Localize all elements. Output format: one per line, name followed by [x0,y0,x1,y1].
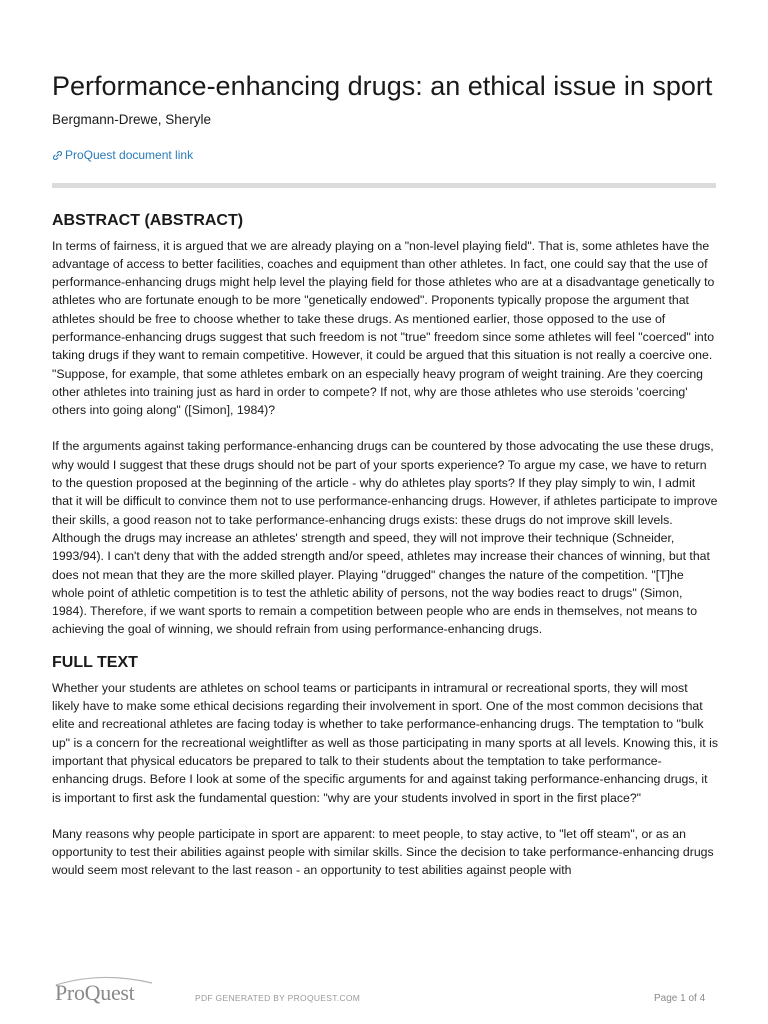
generated-by-label: PDF GENERATED BY PROQUEST.COM [195,993,361,1003]
header-divider [52,183,716,188]
page-number: Page 1 of 4 [654,993,706,1004]
full-text-heading: FULL TEXT [52,653,138,671]
abstract-paragraph: In terms of fairness, it is argued that we are already playing on a "non-level playing field". That is, some athletes have the advantage of access to better facilities, coaches and equipment than other athletes. In fact, one could say that the use of performance-enhancing drugs might help level the playing field for those athletes who are at a disadvantage genetically to athletes who are fortunate enough to be more "genetically endowed". Proponents typically propose the argument that athletes should be free to choose whether to take these drugs. As mentioned earlier, those opposed to the use of performance-enhancing drugs suggest that such freedom is not "true" freedom since some athletes will feel "coerced" into taking drugs if they want to remain competitive. However, it could be argued that this situation is not really a coercive one. "Suppose, for example, that some athletes embark on an especially heavy program of weight training. Are they coercing other athletes into training just as hard in order to compete? If not, why are those athletes who use steroids 'coercing' others into going along" ([Simon], 1984)? [52,238,715,418]
abstract-heading: ABSTRACT (ABSTRACT) [52,211,244,229]
abstract-paragraph: If the arguments against taking performance-enhancing drugs can be countered by those advocating the use these drugs, why would I suggest that these drugs should not be part of your sports experience? To argue my case, we have to return to the question proposed at the beginning of the article - why do athletes play sports? If they play simply to win, I admit that it will be difficult to convince them not to use performance-enhancing drugs. However, if athletes participate to improve their skills, a good reason not to take performance-enhancing drugs exists: these drugs do not improve skill levels. Although the drugs may increase an athletes' strength and speed, they will not improve their technique (Schneider, 1993/94). I can't deny that with the added strength and/or speed, athletes may increase their chances of winning, but that does not mean that they are the more skilled player. Playing "drugged" changes the nature of the competition. "[T]he whole point of athletic competition is to test the athletic ability of persons, not the way bodies react to drugs" (Simon, 1984). Therefore, if we want sports to remain a competition between people who are ends in themselves, not means to achieving the goal of winning, we should refrain from using performance-enhancing drugs. [52,439,718,637]
proquest-document-link[interactable] [52,148,193,162]
document-title: Performance-enhancing drugs: an ethical issue in sport [52,71,713,101]
full-text-paragraph: Whether your students are athletes on school teams or participants in intramural or recreational sports, they will most likely have to make some ethical decisions regarding their involvement in sport. One of the most common decisions that elite and recreational athletes are facing today is whether to take performance-enhancing drugs. The temptation to "bulk up" is a concern for the recreational weightlifter as well as those participating in many sports at all levels. Knowing this, it is important that physical educators be prepared to talk to their students about the temptation to take performance-enhancing drugs. Before I look at some of the specific arguments for and against taking performance-enhancing drugs, it is important to first ask the fundamental question: "why are your students involved in sport in the first place?" [52,680,718,805]
document-page [52,72,718,880]
document-link-label: ProQuest document link [65,148,194,162]
chain-link-icon [52,150,63,161]
proquest-logo: ProQuest [55,980,135,1005]
full-text-paragraph: Many reasons why people participate in sport are apparent: to meet people, to stay active, to "let off steam", or as an opportunity to test their abilities against people with similar skills. Since the decision to take performance-enhancing drugs would seem most relevant to the last reason - an opportunity to test abilities against people with [52,826,714,878]
document-author: Bergmann-Drewe, Sheryle [52,112,212,127]
page-footer [0,975,768,1024]
